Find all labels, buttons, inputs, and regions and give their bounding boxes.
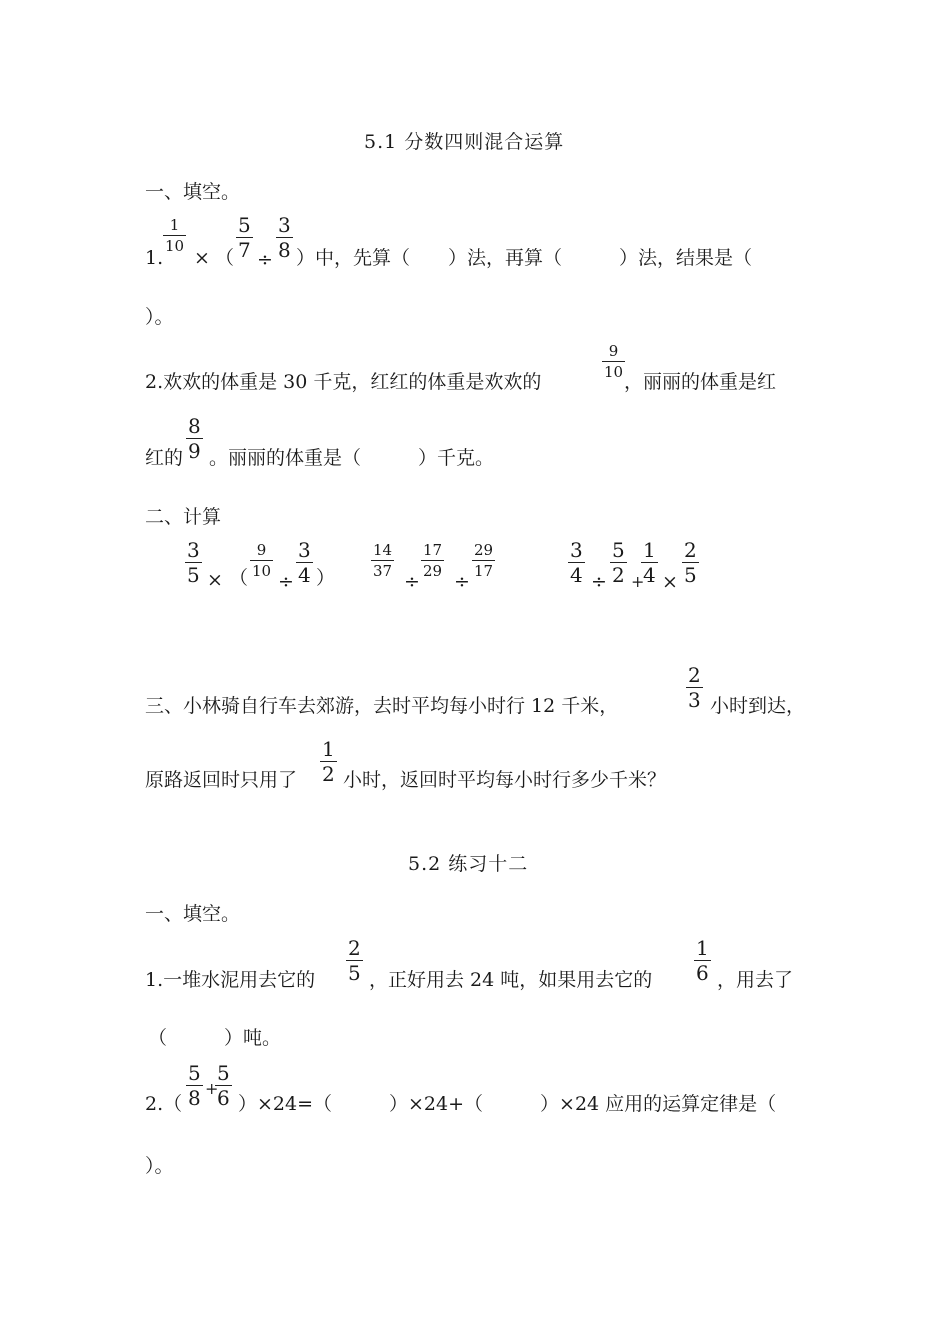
denominator: 2: [612, 563, 625, 587]
numerator: 9: [608, 342, 619, 360]
question-text: ）中，先算（ ）法，再算（ ）法，结果是（: [296, 247, 753, 269]
part-heading: 二、计算: [145, 506, 222, 528]
denominator: 7: [238, 238, 251, 262]
question-text: （ ）吨。: [148, 1027, 282, 1049]
fraction: [215, 1062, 232, 1109]
denominator: 6: [696, 961, 709, 985]
question-text: 三、小林骑自行车去郊游，去时平均每小时行 12 千米，: [145, 695, 619, 717]
numerator: 5: [188, 1061, 201, 1085]
question-text: ，用去了: [717, 969, 794, 991]
denominator: 4: [643, 563, 656, 587]
denominator: 29: [423, 562, 443, 580]
fraction: [694, 937, 711, 984]
fraction: [346, 937, 363, 984]
times-sign: ×: [207, 569, 223, 591]
divide-sign: ÷: [257, 249, 273, 271]
fraction: [163, 216, 186, 255]
denominator: 6: [217, 1086, 230, 1110]
right-paren: ）: [316, 567, 336, 589]
numerator: 2: [348, 936, 361, 960]
fraction: [568, 539, 585, 586]
denominator: 5: [187, 563, 200, 587]
fraction: [602, 342, 625, 381]
numerator: 3: [570, 538, 583, 562]
denominator: 5: [684, 563, 697, 587]
denominator: 4: [570, 563, 583, 587]
numerator: 2: [684, 538, 697, 562]
fraction: [686, 664, 703, 711]
denominator: 4: [298, 563, 311, 587]
denominator: 10: [252, 562, 272, 580]
denominator: 3: [688, 688, 701, 712]
question-number: 2.（: [145, 1093, 183, 1115]
question-text: ）×24=（ ）×24+（ ）×24 应用的运算定律是（: [238, 1093, 777, 1115]
fraction: [472, 541, 495, 580]
numerator: 3: [187, 538, 200, 562]
question-text: ）。: [145, 306, 174, 328]
denominator: 10: [604, 363, 624, 381]
question-text: 原路返回时只用了: [145, 769, 298, 791]
denominator: 5: [348, 961, 361, 985]
question-text: ，丽丽的体重是红: [624, 371, 777, 393]
question-number: 1.: [145, 247, 164, 269]
section-title: 5.1 分数四则混合运算: [364, 131, 565, 153]
times-sign: ×: [662, 571, 678, 593]
question-text: 小时，返回时平均每小时行多少千米？: [343, 769, 667, 791]
fraction: [186, 415, 203, 462]
numerator: 1: [643, 538, 656, 562]
times-sign: ×: [194, 247, 210, 269]
question-text: 红的: [145, 447, 184, 469]
divide-sign: ÷: [404, 571, 420, 593]
numerator: 5: [217, 1061, 230, 1085]
fraction: [186, 1062, 203, 1109]
divide-sign: ÷: [278, 571, 294, 593]
question-text: 1.一堆水泥用去它的: [145, 969, 316, 991]
divide-sign: ÷: [454, 571, 470, 593]
numerator: 3: [278, 213, 291, 237]
numerator: 1: [696, 936, 709, 960]
question-text: 2.欢欢的体重是 30 千克，红红的体重是欢欢的: [145, 371, 542, 393]
fraction: [250, 541, 273, 580]
left-paren: （: [215, 247, 235, 269]
question-text: 。丽丽的体重是（ ）千克。: [209, 447, 495, 469]
numerator: 9: [256, 541, 267, 559]
denominator: 10: [165, 237, 185, 255]
fraction: [371, 541, 394, 580]
fraction: [320, 738, 337, 785]
numerator: 29: [474, 541, 494, 559]
fraction: [641, 539, 658, 586]
numerator: 2: [688, 663, 701, 687]
denominator: 37: [373, 562, 393, 580]
fraction: [682, 539, 699, 586]
left-paren: （: [229, 567, 249, 589]
fraction: [610, 539, 627, 586]
fraction: [185, 539, 202, 586]
fraction: [276, 214, 293, 261]
part-heading: 一、填空。: [145, 181, 241, 203]
numerator: 17: [423, 541, 443, 559]
fraction: [296, 539, 313, 586]
denominator: 2: [322, 762, 335, 786]
question-text: ）。: [145, 1155, 174, 1177]
numerator: 14: [373, 541, 393, 559]
part-heading: 一、填空。: [145, 903, 241, 925]
denominator: 8: [278, 238, 291, 262]
divide-sign: ÷: [591, 571, 607, 593]
denominator: 9: [188, 439, 201, 463]
numerator: 1: [322, 737, 335, 761]
question-text: ，正好用去 24 吨，如果用去它的: [369, 969, 653, 991]
fraction: [421, 541, 444, 580]
numerator: 8: [188, 414, 201, 438]
numerator: 5: [238, 213, 251, 237]
numerator: 5: [612, 538, 625, 562]
plus-sign: +: [205, 1079, 219, 1098]
numerator: 3: [298, 538, 311, 562]
denominator: 8: [188, 1086, 201, 1110]
plus-sign: +: [631, 572, 645, 591]
fraction: [236, 214, 253, 261]
section-title: 5.2 练习十二: [408, 853, 529, 875]
question-text: 小时到达，: [710, 695, 806, 717]
denominator: 17: [474, 562, 494, 580]
numerator: 1: [169, 216, 180, 234]
